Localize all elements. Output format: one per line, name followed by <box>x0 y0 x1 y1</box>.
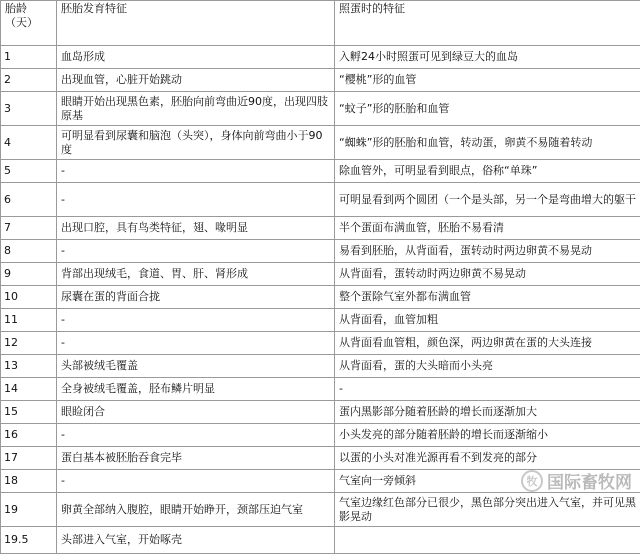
development-cell: 尿囊在蛋的背面合拢 <box>57 286 335 309</box>
age-cell: 8 <box>1 240 57 263</box>
candling-cell: 整个蛋除气室外都布满血管 <box>335 286 640 309</box>
header-age: 胎龄 （天） <box>1 1 57 46</box>
watermark-logo-icon: 牧 <box>521 470 543 492</box>
header-candling: 照蛋时的特征 <box>335 1 640 46</box>
candling-cell: 气室边缘红色部分已很少，黑色部分突出进入气室，并可见黑影晃动 <box>335 493 640 527</box>
age-cell: 6 <box>1 183 57 217</box>
age-cell: 19.5 <box>1 527 57 554</box>
watermark-text: 国际畜牧网 <box>547 468 632 493</box>
candling-cell: 从背面看，血管加粗 <box>335 309 640 332</box>
development-cell: 背部出现绒毛，食道、胃、肝、肾形成 <box>57 263 335 286</box>
age-cell: 10 <box>1 286 57 309</box>
candling-cell: “蜘蛛”形的胚胎和血管，转动蛋，卵黄不易随着转动 <box>335 126 640 160</box>
age-cell: 19 <box>1 493 57 527</box>
development-cell: - <box>57 240 335 263</box>
watermark <box>521 468 632 493</box>
table-row <box>1 160 640 183</box>
candling-cell: 从背面看，蛋的大头暗而小头亮 <box>335 355 640 378</box>
header-development: 胚胎发育特征 <box>57 1 335 46</box>
candling-cell: 气室向一旁倾斜 <box>335 470 640 493</box>
candling-cell: 小头发亮的部分随着胚龄的增长而逐渐缩小 <box>335 424 640 447</box>
development-cell: - <box>57 470 335 493</box>
candling-cell: 入孵24小时照蛋可见到绿豆大的血岛 <box>335 46 640 69</box>
age-cell: 14 <box>1 378 57 401</box>
table-row <box>1 183 640 217</box>
age-cell: 4 <box>1 126 57 160</box>
table-row <box>1 332 640 355</box>
development-cell: - <box>57 183 335 217</box>
age-cell: 3 <box>1 92 57 126</box>
candling-cell: 可明显看到两个圆团（一个是头部，另一个是弯曲增大的躯干 <box>335 183 640 217</box>
table-row <box>1 217 640 240</box>
development-cell: 头部被绒毛覆盖 <box>57 355 335 378</box>
age-cell: 11 <box>1 309 57 332</box>
development-cell: - <box>57 332 335 355</box>
age-cell: 18 <box>1 470 57 493</box>
development-cell: 蛋白基本被胚胎吞食完毕 <box>57 447 335 470</box>
development-cell: 眼睑闭合 <box>57 401 335 424</box>
development-cell: 血岛形成 <box>57 46 335 69</box>
table-row <box>1 92 640 126</box>
candling-cell: 蛋内黑影部分随着胚龄的增长而逐渐加大 <box>335 401 640 424</box>
development-cell: 全身被绒毛覆盖，胫布鳞片明显 <box>57 378 335 401</box>
development-cell: 出现血管，心脏开始跳动 <box>57 69 335 92</box>
table-row <box>1 46 640 69</box>
table-header-row <box>1 1 640 46</box>
candling-cell: “樱桃”形的血管 <box>335 69 640 92</box>
table-row <box>1 493 640 527</box>
age-cell: 2 <box>1 69 57 92</box>
development-cell: - <box>57 424 335 447</box>
age-cell: 15 <box>1 401 57 424</box>
table-row <box>1 240 640 263</box>
age-cell: 9 <box>1 263 57 286</box>
age-cell: 5 <box>1 160 57 183</box>
table-row <box>1 355 640 378</box>
age-cell: 1 <box>1 46 57 69</box>
table-row <box>1 69 640 92</box>
table-row <box>1 378 640 401</box>
development-cell: 卵黄全部纳入腹腔，眼睛开始睁开，颈部压迫气室 <box>57 493 335 527</box>
candling-cell: “蚊子”形的胚胎和血管 <box>335 92 640 126</box>
candling-cell: 除血管外，可明显看到眼点，俗称“单珠” <box>335 160 640 183</box>
candling-cell: 从背面看血管粗，颜色深，两边卵黄在蛋的大头连接 <box>335 332 640 355</box>
table-row <box>1 263 640 286</box>
development-cell: - <box>57 309 335 332</box>
candling-cell: - <box>335 378 640 401</box>
development-cell: 头部进入气室，开始啄壳 <box>57 527 335 554</box>
age-cell: 7 <box>1 217 57 240</box>
age-cell: 16 <box>1 424 57 447</box>
candling-cell: 半个蛋面布满血管，胚胎不易看清 <box>335 217 640 240</box>
candling-cell <box>335 527 640 554</box>
development-cell: - <box>57 160 335 183</box>
development-cell: 出现口腔，具有鸟类特征，翅、喙明显 <box>57 217 335 240</box>
table-row <box>1 126 640 160</box>
candling-cell: 易看到胚胎，从背面看，蛋转动时两边卵黄不易晃动 <box>335 240 640 263</box>
candling-cell: 以蛋的小头对准光源再看不到发亮的部分 <box>335 447 640 470</box>
age-cell: 12 <box>1 332 57 355</box>
table-row <box>1 527 640 554</box>
table-row <box>1 447 640 470</box>
table-row <box>1 424 640 447</box>
age-cell: 13 <box>1 355 57 378</box>
age-cell: 17 <box>1 447 57 470</box>
development-cell: 眼睛开始出现黑色素，胚胎向前弯曲近90度，出现四肢原基 <box>57 92 335 126</box>
candling-cell: 从背面看，蛋转动时两边卵黄不易晃动 <box>335 263 640 286</box>
table-row <box>1 401 640 424</box>
table-row <box>1 286 640 309</box>
development-cell: 可明显看到尿囊和脑泡（头突），身体向前弯曲小于90度 <box>57 126 335 160</box>
table-row <box>1 309 640 332</box>
